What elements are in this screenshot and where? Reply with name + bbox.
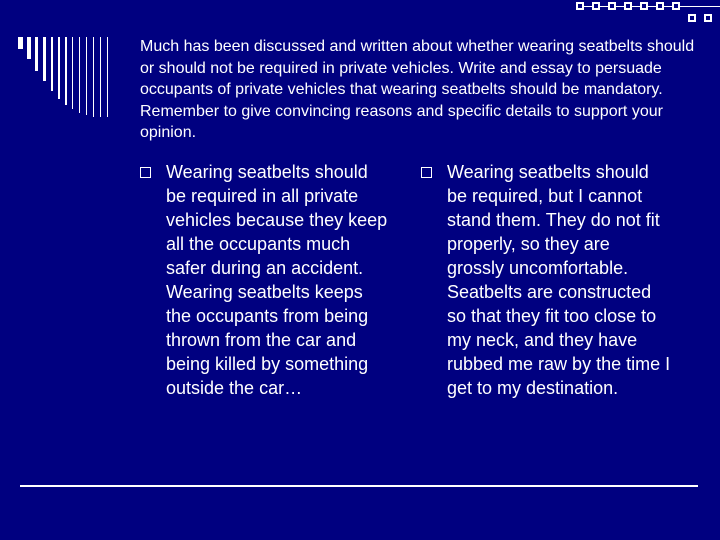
bullet-right-text: Wearing seatbelts should be required, but I cannot stand them. They do not fit properly, so they are grossly uncomfortable. Seatbelts are constructed so that they fit too close to my neck, and they have rubbed me raw by the time I get to my destination. <box>447 162 671 398</box>
bullet-left <box>140 160 390 400</box>
essay-prompt: Much has been discussed and written about whether wearing seatbelts should or should not be required in private vehicles. Write and essay to persuade occupants of private vehicles that wearing seatbelts should be mandatory. Remember to give convincing reasons and specific details to support your opinion. <box>140 38 695 141</box>
square-bullet-icon <box>421 167 432 178</box>
decorative-bars <box>18 37 128 117</box>
bullet-left-text: Wearing seatbelts should be required in all private vehicles because they keep all the occupants much safer during an accident. Wearing seatbelts keeps the occupants from being thrown from the car and being killed by something outside the car… <box>166 162 388 398</box>
square-bullet-icon <box>140 167 151 178</box>
bottom-divider <box>20 485 698 487</box>
bullet-right <box>421 160 671 400</box>
decorative-squares <box>576 0 720 30</box>
